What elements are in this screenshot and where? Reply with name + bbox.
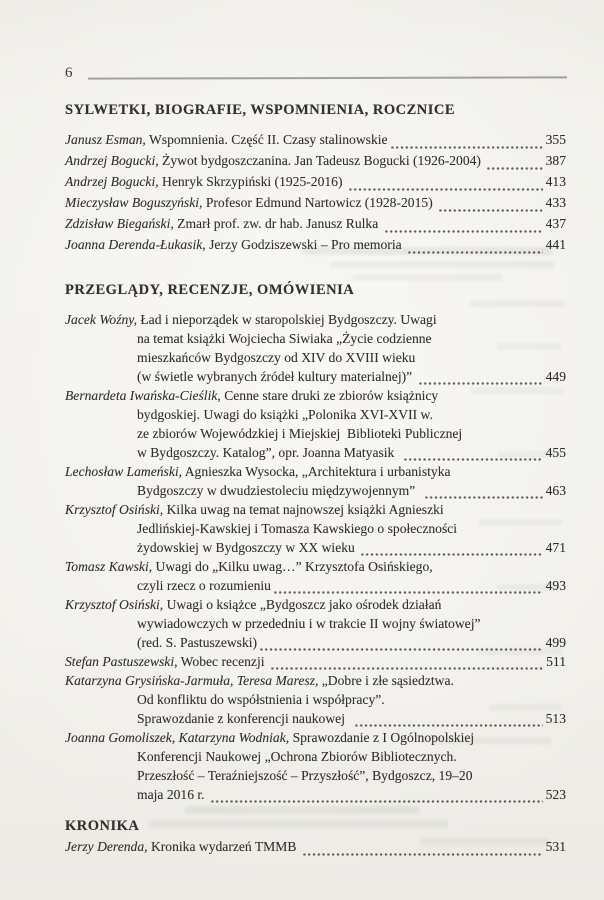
toc-line [65, 519, 566, 538]
section-heading: KRONIKA [65, 818, 140, 834]
entry-text [137, 692, 385, 707]
title-text: czyli rzecz o rozumieniu [137, 578, 271, 593]
entry-text [65, 559, 433, 574]
title-text: wywiadowczych w przededniu i w trakcie II wojny światowej” [137, 616, 481, 631]
toc-line [65, 462, 566, 481]
dot-leader [354, 716, 543, 728]
toc-line [65, 747, 566, 766]
title-text: Profesor Edmund Nartowicz (1928-2015) [202, 195, 437, 210]
toc-line [65, 443, 566, 462]
page-ref: 387 [545, 153, 566, 168]
title-text: Żywot bydgoszczanina. Jan Tadeusz Bogucki (1926-2004) [158, 153, 485, 168]
dot-leader [302, 845, 543, 857]
dot-leader [360, 545, 542, 557]
toc-entry [65, 500, 566, 557]
toc-line [65, 709, 566, 728]
toc-line [65, 234, 566, 255]
toc-line [65, 671, 566, 690]
dot-leader [259, 640, 543, 652]
entry-text [137, 443, 401, 462]
toc-entry [65, 462, 566, 500]
title-text: Agnieszka Wysocka, „Architektura i urbanistyka [182, 464, 451, 479]
entry-text [65, 597, 441, 612]
author-name: Jerzy Derenda, [65, 839, 148, 854]
toc-entry [65, 595, 566, 652]
entry-text [137, 521, 457, 536]
entry-text [137, 481, 422, 500]
toc-line [65, 481, 566, 500]
page-ref: 463 [545, 483, 566, 498]
entry-text [65, 129, 388, 150]
page-number: 6 [65, 65, 73, 81]
page-ref: 513 [545, 711, 566, 726]
page-ref: 355 [545, 132, 566, 147]
page-ref: 499 [545, 635, 566, 650]
entry-text [65, 171, 346, 192]
title-text: (red. S. Pastuszewski) [137, 635, 258, 650]
bleedthrough-artifact [352, 274, 502, 281]
entry-text [137, 616, 481, 631]
entry-text [65, 192, 436, 213]
entry-text [65, 464, 451, 479]
entry-text [137, 709, 352, 728]
entry-text [137, 785, 208, 804]
title-text: ze zbiorów Wojewódzkiej i Miejskiej Biblioteki Publicznej [137, 426, 463, 441]
toc-entry [65, 728, 566, 804]
page-ref: 523 [545, 787, 566, 802]
toc-entry [65, 234, 566, 255]
entry-text [65, 234, 405, 255]
title-text: Kilka uwag na temat najnowszej książki Agnieszki [163, 502, 444, 517]
toc-entry [65, 386, 566, 462]
title-text: Konferencji Naukowej „Ochrona Zbiorów Bibliotecznych. [137, 749, 457, 764]
toc-line [65, 171, 566, 192]
title-text: Ład i nieporządek w staropolskiej Bydgoszczy. Uwagi [136, 312, 437, 327]
title-text: Sprawozdanie z konferencji naukowej [137, 711, 352, 726]
toc-entries [65, 836, 566, 857]
page-ref: 441 [545, 237, 566, 252]
section-heading: SYLWETKI, BIOGRAFIE, WSPOMNIENIA, ROCZNICE [65, 102, 456, 118]
dot-leader [438, 201, 542, 213]
page-ref: 413 [545, 174, 566, 189]
title-text: Uwagi do „Kilku uwag…” Krzysztofa Osińskiego, [152, 559, 433, 574]
toc-line [65, 405, 566, 424]
author-name: Janusz Esman, [65, 132, 146, 147]
author-name: Krzysztof Osiński, [65, 597, 164, 612]
title-text: Wobec recenzji [177, 654, 268, 669]
toc-line [65, 766, 566, 785]
author-name: Stefan Pastuszewski, [65, 654, 178, 669]
author-name: Andrzej Bogucki, [65, 174, 159, 189]
toc-line [65, 576, 566, 595]
entry-text [65, 502, 444, 517]
toc-line [65, 728, 566, 747]
entry-text [137, 331, 432, 346]
entry-text [137, 768, 473, 783]
toc-entry [65, 192, 566, 213]
toc-section-przeglady [65, 282, 566, 804]
dot-leader [407, 243, 543, 255]
entry-text [137, 576, 271, 595]
title-text: bydgoskiej. Uwagi do książki „Polonika XVI-XVII w. [137, 407, 433, 422]
title-text: „Dobre i złe sąsiedztwa. [318, 673, 454, 688]
author-name: Lechosław Lameński, [65, 464, 183, 479]
author-name: Mieczysław Boguszyński, [65, 195, 203, 210]
title-text: (w świetle wybranych źródeł kultury materialnej)” [137, 369, 416, 384]
toc-line [65, 785, 566, 804]
page-ref: 531 [545, 839, 566, 854]
toc-line [65, 836, 566, 857]
entry-text [65, 652, 268, 671]
dot-leader [403, 450, 542, 462]
toc-line [65, 424, 566, 443]
toc-line [65, 213, 566, 234]
author-name: Bernardeta Iwańska-Cieślik, [65, 388, 221, 403]
dot-leader [418, 374, 543, 386]
page-ref: 471 [545, 540, 566, 555]
dot-leader [384, 222, 543, 234]
toc-line [65, 348, 566, 367]
author-name: Andrzej Bogucki, [65, 153, 159, 168]
author-name: Joanna Gomoliszek, Katarzyna Wodniak, [65, 730, 290, 745]
header-rule [87, 76, 566, 79]
toc-line [65, 329, 566, 348]
toc-line [65, 500, 566, 519]
toc-entry [65, 671, 566, 728]
dot-leader [390, 138, 543, 150]
dot-leader [273, 583, 543, 595]
toc-entry [65, 652, 566, 671]
toc-entry [65, 213, 566, 234]
author-name: Tomasz Kawski, [65, 559, 153, 574]
author-name: Zdzisław Biegański, [65, 216, 174, 231]
toc-entries [65, 129, 566, 255]
title-text: Henryk Skrzypiński (1925-2016) [158, 174, 346, 189]
entry-text [65, 150, 484, 171]
entry-text [65, 213, 382, 234]
title-text: w Bydgoszczy. Katalog”, opr. Joanna Matyasik [137, 445, 402, 460]
entry-text [137, 426, 462, 441]
toc-line [65, 129, 566, 150]
toc-entry [65, 129, 566, 150]
entry-text [65, 730, 474, 745]
toc-line [65, 192, 566, 213]
dot-leader [486, 159, 542, 171]
title-text: Sprawozdanie z I Ogólnopolskiej [289, 730, 475, 745]
entry-text [65, 836, 300, 857]
page-ref: 437 [545, 216, 566, 231]
title-text: żydowskiej w Bydgoszczy w XX wieku [137, 540, 359, 555]
dot-leader [210, 792, 543, 804]
page-ref: 511 [546, 654, 566, 669]
title-text: Jedlińskiej-Kawskiej i Tomasza Kawskiego o społeczności [137, 521, 458, 536]
toc-entry [65, 171, 566, 192]
toc-line [65, 310, 566, 329]
dot-leader [424, 488, 543, 500]
toc-section-kronika [65, 818, 566, 857]
toc-entries [65, 310, 566, 804]
toc-line [65, 150, 566, 171]
toc-entry [65, 836, 566, 857]
bleedthrough-artifact [185, 806, 420, 814]
title-text: Przeszłość – Teraźniejszość – Przyszłość”, Bydgoszcz, 19–20 [137, 768, 473, 783]
title-text: Bydgoszczy w dwudziestoleciu międzywojennym” [137, 483, 423, 498]
toc-line [65, 633, 566, 652]
entry-text [137, 538, 358, 557]
entry-text [137, 633, 257, 652]
title-text: na temat książki Wojciecha Siwiaka „Życie codzienne [137, 331, 432, 346]
author-name: Krzysztof Osiński, [65, 502, 164, 517]
toc-line [65, 538, 566, 557]
title-text: Od konfliktu do współstnienia i współpracy”. [137, 692, 385, 707]
toc-entry [65, 557, 566, 595]
entry-text [137, 407, 433, 422]
page-ref: 455 [545, 445, 566, 460]
toc-section-sylwetki [65, 102, 566, 255]
toc-line [65, 557, 566, 576]
author-name: Joanna Derenda-Łukasik, [65, 237, 206, 252]
toc-line [65, 595, 566, 614]
title-text: Kronika wydarzeń TMMB [147, 839, 300, 854]
dot-leader [270, 659, 543, 671]
page-ref: 493 [545, 578, 566, 593]
entry-text [65, 312, 437, 327]
toc-line [65, 367, 566, 386]
toc-entry [65, 310, 566, 386]
toc-line [65, 614, 566, 633]
page-header [65, 64, 566, 82]
entry-text [137, 749, 457, 764]
entry-text [137, 350, 415, 365]
bleedthrough-artifact [330, 261, 555, 268]
page-ref: 433 [545, 195, 566, 210]
author-name: Jacek Woźny, [65, 312, 137, 327]
title-text: Zmarł prof. zw. dr hab. Janusz Rulka [173, 216, 382, 231]
page-ref: 449 [545, 369, 566, 384]
dot-leader [348, 180, 543, 192]
entry-text [65, 673, 454, 688]
author-name: Katarzyna Grysińska-Jarmuła, Teresa Maresz, [65, 673, 319, 688]
section-heading: PRZEGLĄDY, RECENZJE, OMÓWIENIA [65, 282, 355, 298]
toc-line [65, 386, 566, 405]
toc-entry [65, 150, 566, 171]
title-text: Jerzy Godziszewski – Pro memoria [205, 237, 406, 252]
entry-text [137, 367, 416, 386]
toc-line [65, 690, 566, 709]
title-text: Cenne stare druki ze zbiorów książnicy [220, 388, 439, 403]
title-text: Uwagi o książce „Bydgoszcz jako ośrodek działań [163, 597, 442, 612]
title-text: Wspomnienia. Część II. Czasy stalinowskie [145, 132, 388, 147]
title-text: mieszkańców Bydgoszczy od XIV do XVIII wieku [137, 350, 416, 365]
toc-line [65, 652, 566, 671]
entry-text [65, 388, 438, 403]
title-text: maja 2016 r. [137, 787, 208, 802]
